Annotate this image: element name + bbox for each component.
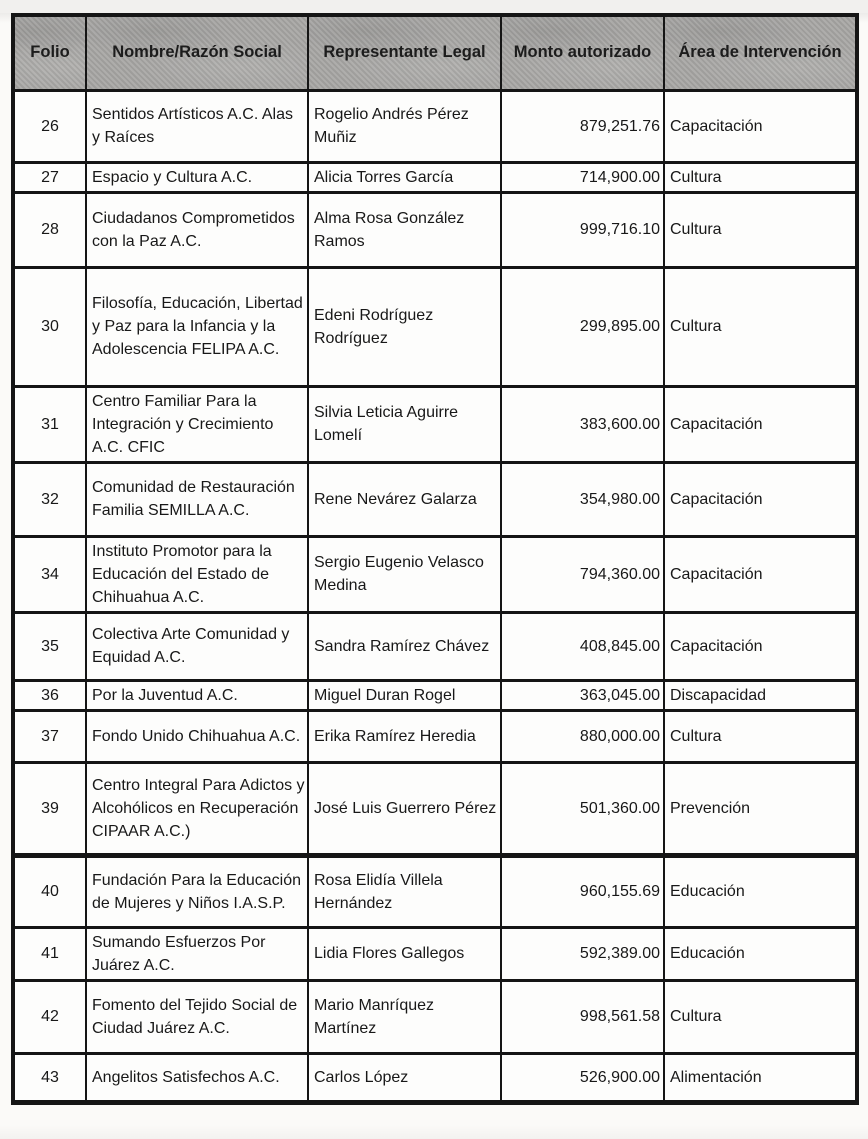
cell-nombre: Sentidos Artísticos A.C. Alas y Raíces xyxy=(86,90,308,162)
cell-area: Alimentación xyxy=(664,1053,857,1102)
cell-monto: 879,251.76 xyxy=(501,90,664,162)
table-row xyxy=(13,762,857,855)
cell-monto: 363,045.00 xyxy=(501,680,664,710)
cell-area: Capacitación xyxy=(664,536,857,612)
cell-folio: 40 xyxy=(13,855,86,927)
cell-area: Capacitación xyxy=(664,90,857,162)
scanned-page xyxy=(0,13,868,1139)
cell-nombre: Ciudadanos Comprometidos con la Paz A.C. xyxy=(86,192,308,267)
table-row xyxy=(13,1053,857,1102)
cell-area: Capacitación xyxy=(664,386,857,462)
cell-monto: 354,980.00 xyxy=(501,462,664,536)
cell-monto: 960,155.69 xyxy=(501,855,664,927)
cell-nombre: Por la Juventud A.C. xyxy=(86,680,308,710)
funding-table xyxy=(11,13,859,1105)
cell-folio: 34 xyxy=(13,536,86,612)
cell-folio: 27 xyxy=(13,162,86,192)
cell-monto: 794,360.00 xyxy=(501,536,664,612)
cell-area: Cultura xyxy=(664,192,857,267)
table-row xyxy=(13,612,857,680)
cell-area: Cultura xyxy=(664,980,857,1053)
cell-area: Cultura xyxy=(664,710,857,762)
cell-folio: 41 xyxy=(13,927,86,980)
cell-representante: Edeni Rodríguez Rodríguez xyxy=(308,267,501,386)
cell-representante: Miguel Duran Rogel xyxy=(308,680,501,710)
cell-nombre: Espacio y Cultura A.C. xyxy=(86,162,308,192)
cell-representante: Silvia Leticia Aguirre Lomelí xyxy=(308,386,501,462)
table-row xyxy=(13,386,857,462)
table-row xyxy=(13,710,857,762)
cell-area: Discapacidad xyxy=(664,680,857,710)
cell-folio: 37 xyxy=(13,710,86,762)
cell-representante: Rogelio Andrés Pérez Muñiz xyxy=(308,90,501,162)
cell-monto: 998,561.58 xyxy=(501,980,664,1053)
header-cell-representante: Representante Legal xyxy=(308,15,501,90)
cell-representante: Sandra Ramírez Chávez xyxy=(308,612,501,680)
table-row xyxy=(13,927,857,980)
cell-folio: 28 xyxy=(13,192,86,267)
cell-monto: 501,360.00 xyxy=(501,762,664,855)
cell-area: Capacitación xyxy=(664,612,857,680)
cell-area: Cultura xyxy=(664,162,857,192)
table-row xyxy=(13,192,857,267)
cell-monto: 299,895.00 xyxy=(501,267,664,386)
cell-monto: 526,900.00 xyxy=(501,1053,664,1102)
cell-folio: 35 xyxy=(13,612,86,680)
cell-monto: 408,845.00 xyxy=(501,612,664,680)
table-row xyxy=(13,462,857,536)
cell-area: Educación xyxy=(664,927,857,980)
cell-folio: 42 xyxy=(13,980,86,1053)
table-row xyxy=(13,980,857,1053)
table-row xyxy=(13,267,857,386)
cell-nombre: Comunidad de Restauración Familia SEMILLA A.C. xyxy=(86,462,308,536)
cell-nombre: Fomento del Tejido Social de Ciudad Juárez A.C. xyxy=(86,980,308,1053)
table-row xyxy=(13,536,857,612)
header-cell-monto: Monto autorizado xyxy=(501,15,664,90)
cell-representante: Lidia Flores Gallegos xyxy=(308,927,501,980)
cell-monto: 999,716.10 xyxy=(501,192,664,267)
cell-nombre: Sumando Esfuerzos Por Juárez A.C. xyxy=(86,927,308,980)
cell-nombre: Fundación Para la Educación de Mujeres y Niños I.A.S.P. xyxy=(86,855,308,927)
cell-folio: 36 xyxy=(13,680,86,710)
cell-monto: 383,600.00 xyxy=(501,386,664,462)
header-row xyxy=(13,15,857,90)
cell-nombre: Fondo Unido Chihuahua A.C. xyxy=(86,710,308,762)
cell-monto: 714,900.00 xyxy=(501,162,664,192)
cell-folio: 26 xyxy=(13,90,86,162)
cell-nombre: Instituto Promotor para la Educación del Estado de Chihuahua A.C. xyxy=(86,536,308,612)
cell-area: Capacitación xyxy=(664,462,857,536)
cell-folio: 39 xyxy=(13,762,86,855)
cell-representante: Sergio Eugenio Velasco Medina xyxy=(308,536,501,612)
cell-area: Educación xyxy=(664,855,857,927)
table-row xyxy=(13,90,857,162)
cell-folio: 32 xyxy=(13,462,86,536)
cell-folio: 43 xyxy=(13,1053,86,1102)
cell-monto: 592,389.00 xyxy=(501,927,664,980)
cell-nombre: Angelitos Satisfechos A.C. xyxy=(86,1053,308,1102)
cell-folio: 30 xyxy=(13,267,86,386)
cell-area: Cultura xyxy=(664,267,857,386)
cell-nombre: Centro Familiar Para la Integración y Crecimiento A.C. CFIC xyxy=(86,386,308,462)
cell-representante: Rene Nevárez Galarza xyxy=(308,462,501,536)
cell-representante: Erika Ramírez Heredia xyxy=(308,710,501,762)
cell-representante: Rosa Elidía Villela Hernández xyxy=(308,855,501,927)
header-cell-nombre: Nombre/Razón Social xyxy=(86,15,308,90)
cell-area: Prevención xyxy=(664,762,857,855)
cell-representante: Alicia Torres García xyxy=(308,162,501,192)
table-row xyxy=(13,855,857,927)
table-row xyxy=(13,680,857,710)
table-row xyxy=(13,162,857,192)
cell-nombre: Filosofía, Educación, Libertad y Paz para la Infancia y la Adolescencia FELIPA A.C. xyxy=(86,267,308,386)
cell-representante: Alma Rosa González Ramos xyxy=(308,192,501,267)
cell-representante: José Luis Guerrero Pérez xyxy=(308,762,501,855)
cell-representante: Mario Manríquez Martínez xyxy=(308,980,501,1053)
cell-monto: 880,000.00 xyxy=(501,710,664,762)
header-cell-folio: Folio xyxy=(13,15,86,90)
cell-folio: 31 xyxy=(13,386,86,462)
cell-nombre: Centro Integral Para Adictos y Alcohólicos en Recuperación CIPAAR A.C.) xyxy=(86,762,308,855)
cell-nombre: Colectiva Arte Comunidad y Equidad A.C. xyxy=(86,612,308,680)
header-cell-area: Área de Intervención xyxy=(664,15,857,90)
cell-representante: Carlos López xyxy=(308,1053,501,1102)
